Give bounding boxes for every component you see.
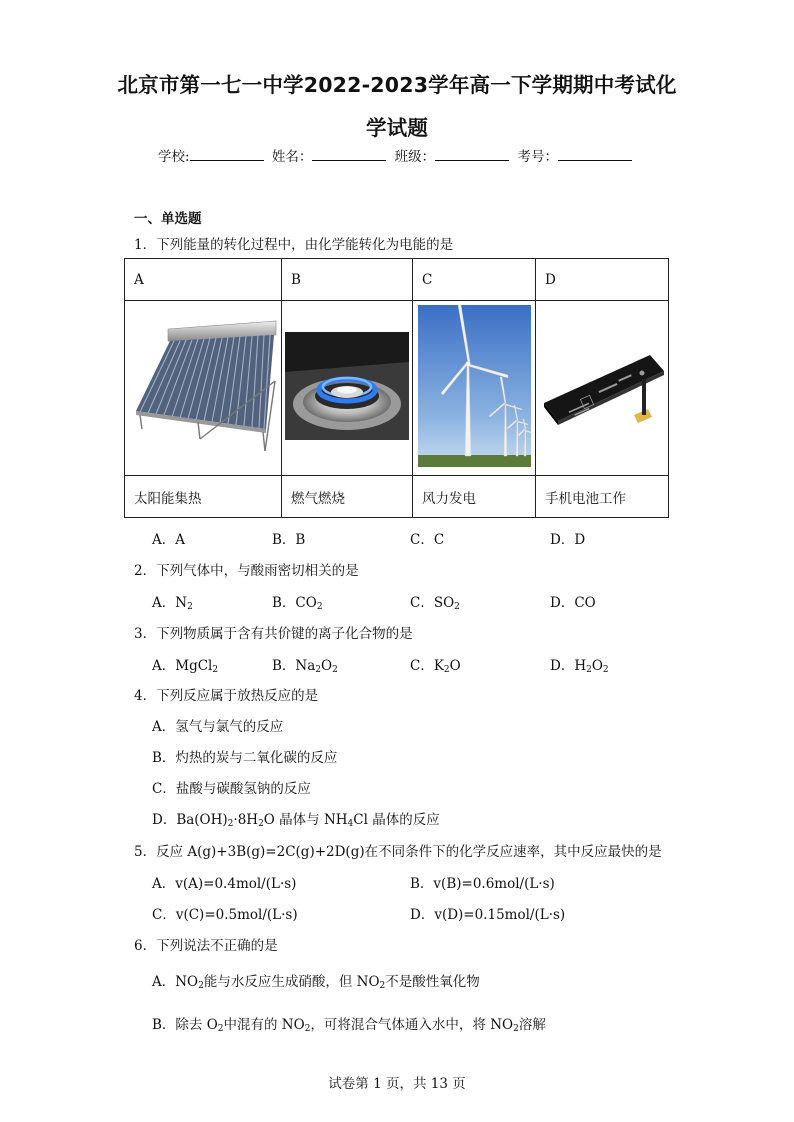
q6-option-b[interactable]: B．除去 $O_2$中混有的 $NO_2$，可将混合气体通入水中，将 $NO_2$溶解 <box>152 1017 546 1034</box>
solar-heater-image <box>125 301 282 476</box>
q4-option-a[interactable]: A．氢气与氯气的反应 <box>152 719 284 735</box>
caption-d: 手机电池工作 <box>536 476 669 518</box>
school-blank[interactable] <box>190 146 264 161</box>
q1-option-c[interactable]: C．C <box>410 532 445 548</box>
id-blank[interactable] <box>558 146 632 161</box>
q1-option-d[interactable]: D．D <box>550 532 586 548</box>
question-5-text: 5．反应 A(g)+3B(g)=2C(g)+2D(g)在不同条件下的化学反应速率，其中反应最快的是 <box>134 844 662 860</box>
name-label: 姓名： <box>271 149 313 165</box>
phone-battery-image <box>536 301 669 476</box>
exam-title-line1: 北京市第一七一中学2022-2023学年高一下学期期中考试化 <box>117 73 677 97</box>
class-label: 班级： <box>394 149 436 165</box>
caption-c: 风力发电 <box>413 476 536 518</box>
q2-option-d[interactable]: D．CO <box>550 595 596 611</box>
gas-burner-image <box>282 301 413 476</box>
table-header-b: B <box>282 259 413 301</box>
q1-option-b[interactable]: B．B <box>272 532 306 548</box>
q1-option-a[interactable]: A．A <box>152 532 185 548</box>
q5-option-b[interactable]: B．v(B)=0.6mol/(L·s) <box>410 876 555 892</box>
q3-option-c[interactable]: C．$K_2O$ <box>410 658 461 675</box>
table-header-d: D <box>536 259 669 301</box>
exam-title-line2: 学试题 <box>365 116 429 140</box>
q2-option-b[interactable]: B．$CO_2$ <box>272 595 323 612</box>
name-blank[interactable] <box>312 146 386 161</box>
student-info-row <box>0 145 794 165</box>
question-1-text: 1．下列能量的转化过程中，由化学能转化为电能的是 <box>134 237 454 253</box>
q4-option-b[interactable]: B．灼热的炭与二氧化碳的反应 <box>152 750 338 766</box>
q4-option-d[interactable]: D．$Ba(OH)_2\cdot 8H_2O$ 晶体与 $NH_4Cl$ 晶体的反应 <box>152 812 440 829</box>
question-6-text: 6．下列说法不正确的是 <box>134 938 278 954</box>
q2-option-a[interactable]: A．$N_2$ <box>152 595 193 612</box>
q3-option-b[interactable]: B．$Na_2O_2$ <box>272 658 338 675</box>
question-2-text: 2．下列气体中，与酸雨密切相关的是 <box>134 563 359 579</box>
q3-option-d[interactable]: D．$H_2O_2$ <box>550 658 609 675</box>
question-1-image-table <box>124 258 669 518</box>
school-label: 学校: <box>158 149 190 165</box>
caption-a: 太阳能集热 <box>125 476 282 518</box>
q3-option-a[interactable]: A．MgCl$_2$ <box>152 658 219 675</box>
table-header-a: A <box>125 259 282 301</box>
question-4-text: 4．下列反应属于放热反应的是 <box>134 688 319 704</box>
q5-option-d[interactable]: D．v(D)=0.15mol/(L·s) <box>410 907 566 923</box>
q5-option-c[interactable]: C．v(C)=0.5mol/(L·s) <box>152 907 298 923</box>
q6-option-a[interactable]: A．$NO_2$能与水反应生成硝酸，但 $NO_2$不是酸性氧化物 <box>152 974 480 991</box>
table-header-c: C <box>413 259 536 301</box>
q4-option-c[interactable]: C．盐酸与碳酸氢钠的反应 <box>152 781 311 797</box>
section-title: 一、单选题 <box>134 211 202 227</box>
caption-b: 燃气燃烧 <box>282 476 413 518</box>
q5-option-a[interactable]: A．v(A)=0.4mol/(L·s) <box>152 876 297 892</box>
question-3-text: 3．下列物质属于含有共价键的离子化合物的是 <box>134 626 413 642</box>
id-label: 考号： <box>517 149 558 165</box>
class-blank[interactable] <box>435 146 509 161</box>
q2-option-c[interactable]: C．$SO_2$ <box>410 595 460 612</box>
wind-turbine-image <box>413 301 536 476</box>
page-footer: 试卷第 1 页，共 13 页 <box>328 1076 466 1092</box>
